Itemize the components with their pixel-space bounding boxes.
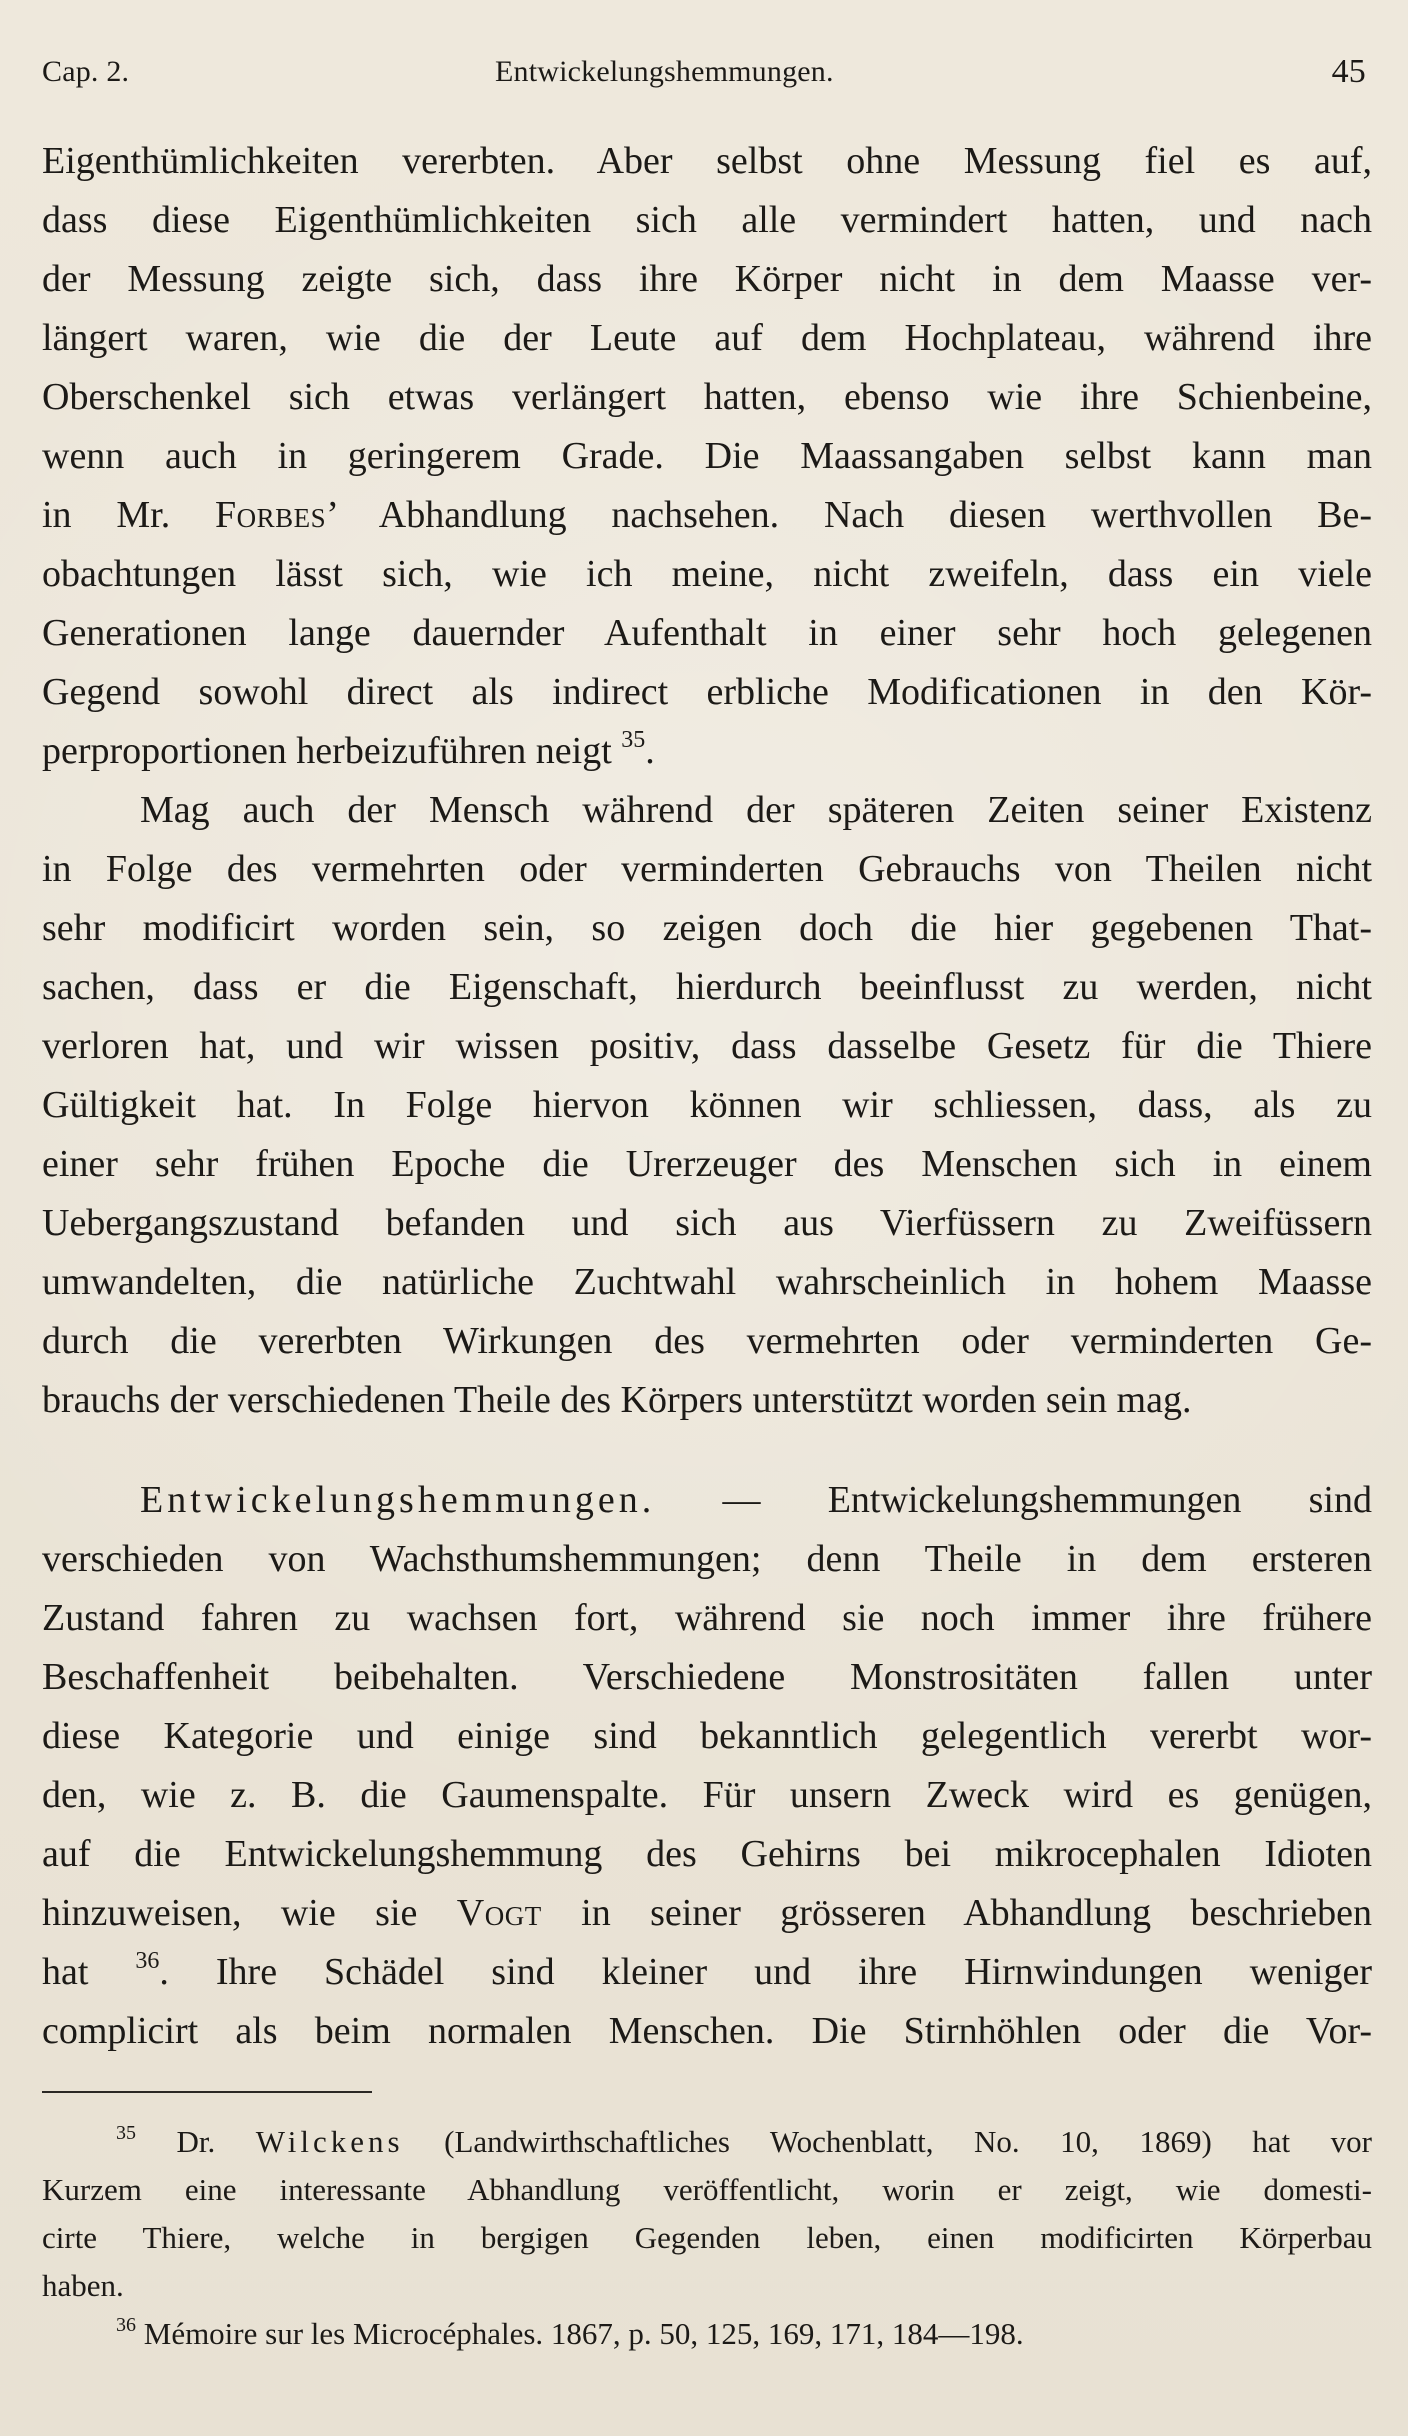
footnote-line: Kurzem eine interessante Abhandlung veröffentlicht, worin er zeigt, wie domesti-	[42, 2172, 1372, 2207]
text-line: Uebergangszustand befanden und sich aus Vierfüssern zu Zweifüssern	[42, 1202, 1372, 1244]
text-line: verloren hat, und wir wissen positiv, dass dasselbe Gesetz für die Thiere	[42, 1025, 1372, 1067]
text-line: Generationen lange dauernder Aufenthalt in einer sehr hoch gelegenen	[42, 612, 1372, 654]
footnote-line	[42, 2310, 1372, 2358]
footnote-ref: 36	[135, 1948, 160, 1975]
text-line: diese Kategorie und einige sind bekanntlich gelegentlich vererbt wor-	[42, 1715, 1372, 1757]
footnote-line: haben.	[42, 2268, 124, 2303]
text-line: den, wie z. B. die Gaumenspalte. Für unsern Zweck wird es genügen,	[42, 1774, 1372, 1816]
footnote-line: cirte Thiere, welche in bergigen Gegenden leben, einen modificirten Körperbau	[42, 2220, 1372, 2255]
text-fragment: hinzuweisen, wie sie	[42, 1892, 418, 1934]
paragraph-gap	[42, 1430, 1372, 1471]
text-fragment: — Entwickelungshemmungen sind	[655, 1479, 1372, 1521]
footnote-rule	[42, 2091, 372, 2093]
text-line: wenn auch in geringerem Grade. Die Maassangaben selbst kann man	[42, 435, 1372, 477]
text-line: dass diese Eigenthümlichkeiten sich alle vermindert hatten, und nach	[42, 199, 1372, 241]
text-line: einer sehr frühen Epoche die Urerzeuger des Menschen sich in einem	[42, 1143, 1372, 1185]
text-line: sachen, dass er die Eigenschaft, hierdurch beeinflusst zu werden, nicht	[42, 966, 1372, 1008]
running-header	[42, 48, 1366, 96]
text-fragment: hat	[42, 1951, 89, 1993]
paragraph-2	[42, 781, 1372, 1430]
text-line: complicirt als beim normalen Menschen. Die Stirnhöhlen oder die Vor-	[42, 2010, 1372, 2052]
text-fragment: Dr.	[136, 2124, 256, 2159]
author-name: Forbes	[215, 494, 327, 536]
text-fragment: in seiner grösseren Abhandlung beschrieben	[541, 1892, 1372, 1934]
footnote-marker: 35	[116, 2121, 136, 2144]
text-line: sehr modificirt worden sein, so zeigen doch die hier gegebenen That-	[42, 907, 1372, 949]
section-heading: Entwickelungshemmungen.	[140, 1479, 656, 1521]
text-line: Oberschenkel sich etwas verlängert hatten, ebenso wie ihre Schienbeine,	[42, 376, 1372, 418]
paragraph-3	[42, 1471, 1372, 2061]
text-fragment: . Ihre Schädel sind kleiner und ihre Hirnwindungen weniger	[159, 1951, 1372, 1993]
text-line: verschieden von Wachsthumshemmungen; denn Theile in dem ersteren	[42, 1538, 1372, 1580]
running-title: Entwickelungshemmungen.	[495, 55, 834, 88]
text-line: Eigenthümlichkeiten vererbten. Aber selbst ohne Messung fiel es auf,	[42, 140, 1372, 182]
author-name: Vogt	[456, 1892, 542, 1934]
text-line: Zustand fahren zu wachsen fort, während sie noch immer ihre frühere	[42, 1597, 1372, 1639]
text-line	[42, 722, 1372, 781]
text-line	[42, 1471, 1372, 1530]
text-line	[42, 1884, 1372, 1943]
footnotes	[42, 2118, 1372, 2358]
text-line	[42, 486, 1372, 545]
text-line: brauchs der verschiedenen Theile des Körpers unterstützt worden sein mag.	[42, 1379, 1192, 1421]
footnote-marker: 36	[116, 2313, 136, 2336]
text-line: Beschaffenheit beibehalten. Verschiedene Monstrositäten fallen unter	[42, 1656, 1372, 1698]
text-line: längert waren, wie die der Leute auf dem Hochplateau, während ihre	[42, 317, 1372, 359]
footnote-36	[42, 2310, 1372, 2358]
page-number: 45	[1331, 53, 1366, 90]
text-line: in Folge des vermehrten oder verminderten Gebrauchs von Theilen nicht	[42, 848, 1372, 890]
text-line: umwandelten, die natürliche Zuchtwahl wahrscheinlich in hohem Maasse	[42, 1261, 1372, 1303]
text-line: Gültigkeit hat. In Folge hiervon können wir schliessen, dass, als zu	[42, 1084, 1372, 1126]
text-line: Gegend sowohl direct als indirect erbliche Modificationen in den Kör-	[42, 671, 1372, 713]
text-line: der Messung zeigte sich, dass ihre Körper nicht in dem Maasse ver-	[42, 258, 1372, 300]
text-fragment: ’ Abhandlung nachsehen. Nach diesen werthvollen Be-	[326, 494, 1372, 536]
text-line: Mag auch der Mensch während der späteren Zeiten seiner Existenz	[140, 789, 1372, 831]
main-text	[42, 132, 1372, 2061]
text-line: auf die Entwickelungshemmung des Gehirns bei mikrocephalen Idioten	[42, 1833, 1372, 1875]
footnote-line	[42, 2118, 1372, 2166]
footnote-35	[42, 2118, 1372, 2310]
text-line: obachtungen lässt sich, wie ich meine, nicht zweifeln, dass ein viele	[42, 553, 1372, 595]
text-fragment: .	[645, 730, 655, 772]
footnote-ref: 35	[621, 727, 646, 754]
text-line: durch die vererbten Wirkungen des vermehrten oder verminderten Ge-	[42, 1320, 1372, 1362]
text-fragment: in Mr.	[42, 494, 171, 536]
paragraph-1	[42, 132, 1372, 781]
text-fragment: perproportionen herbeizuführen neigt	[42, 730, 612, 772]
text-fragment: Mémoire sur les Microcéphales. 1867, p. 50, 125, 169, 171, 184—198.	[136, 2316, 1024, 2351]
chapter-label: Cap. 2.	[42, 55, 130, 88]
text-fragment: (Landwirthschaftliches Wochenblatt, No. 10, 1869) hat vor	[403, 2124, 1372, 2159]
text-line	[42, 1943, 1372, 2002]
author-name: Wilckens	[255, 2124, 404, 2159]
